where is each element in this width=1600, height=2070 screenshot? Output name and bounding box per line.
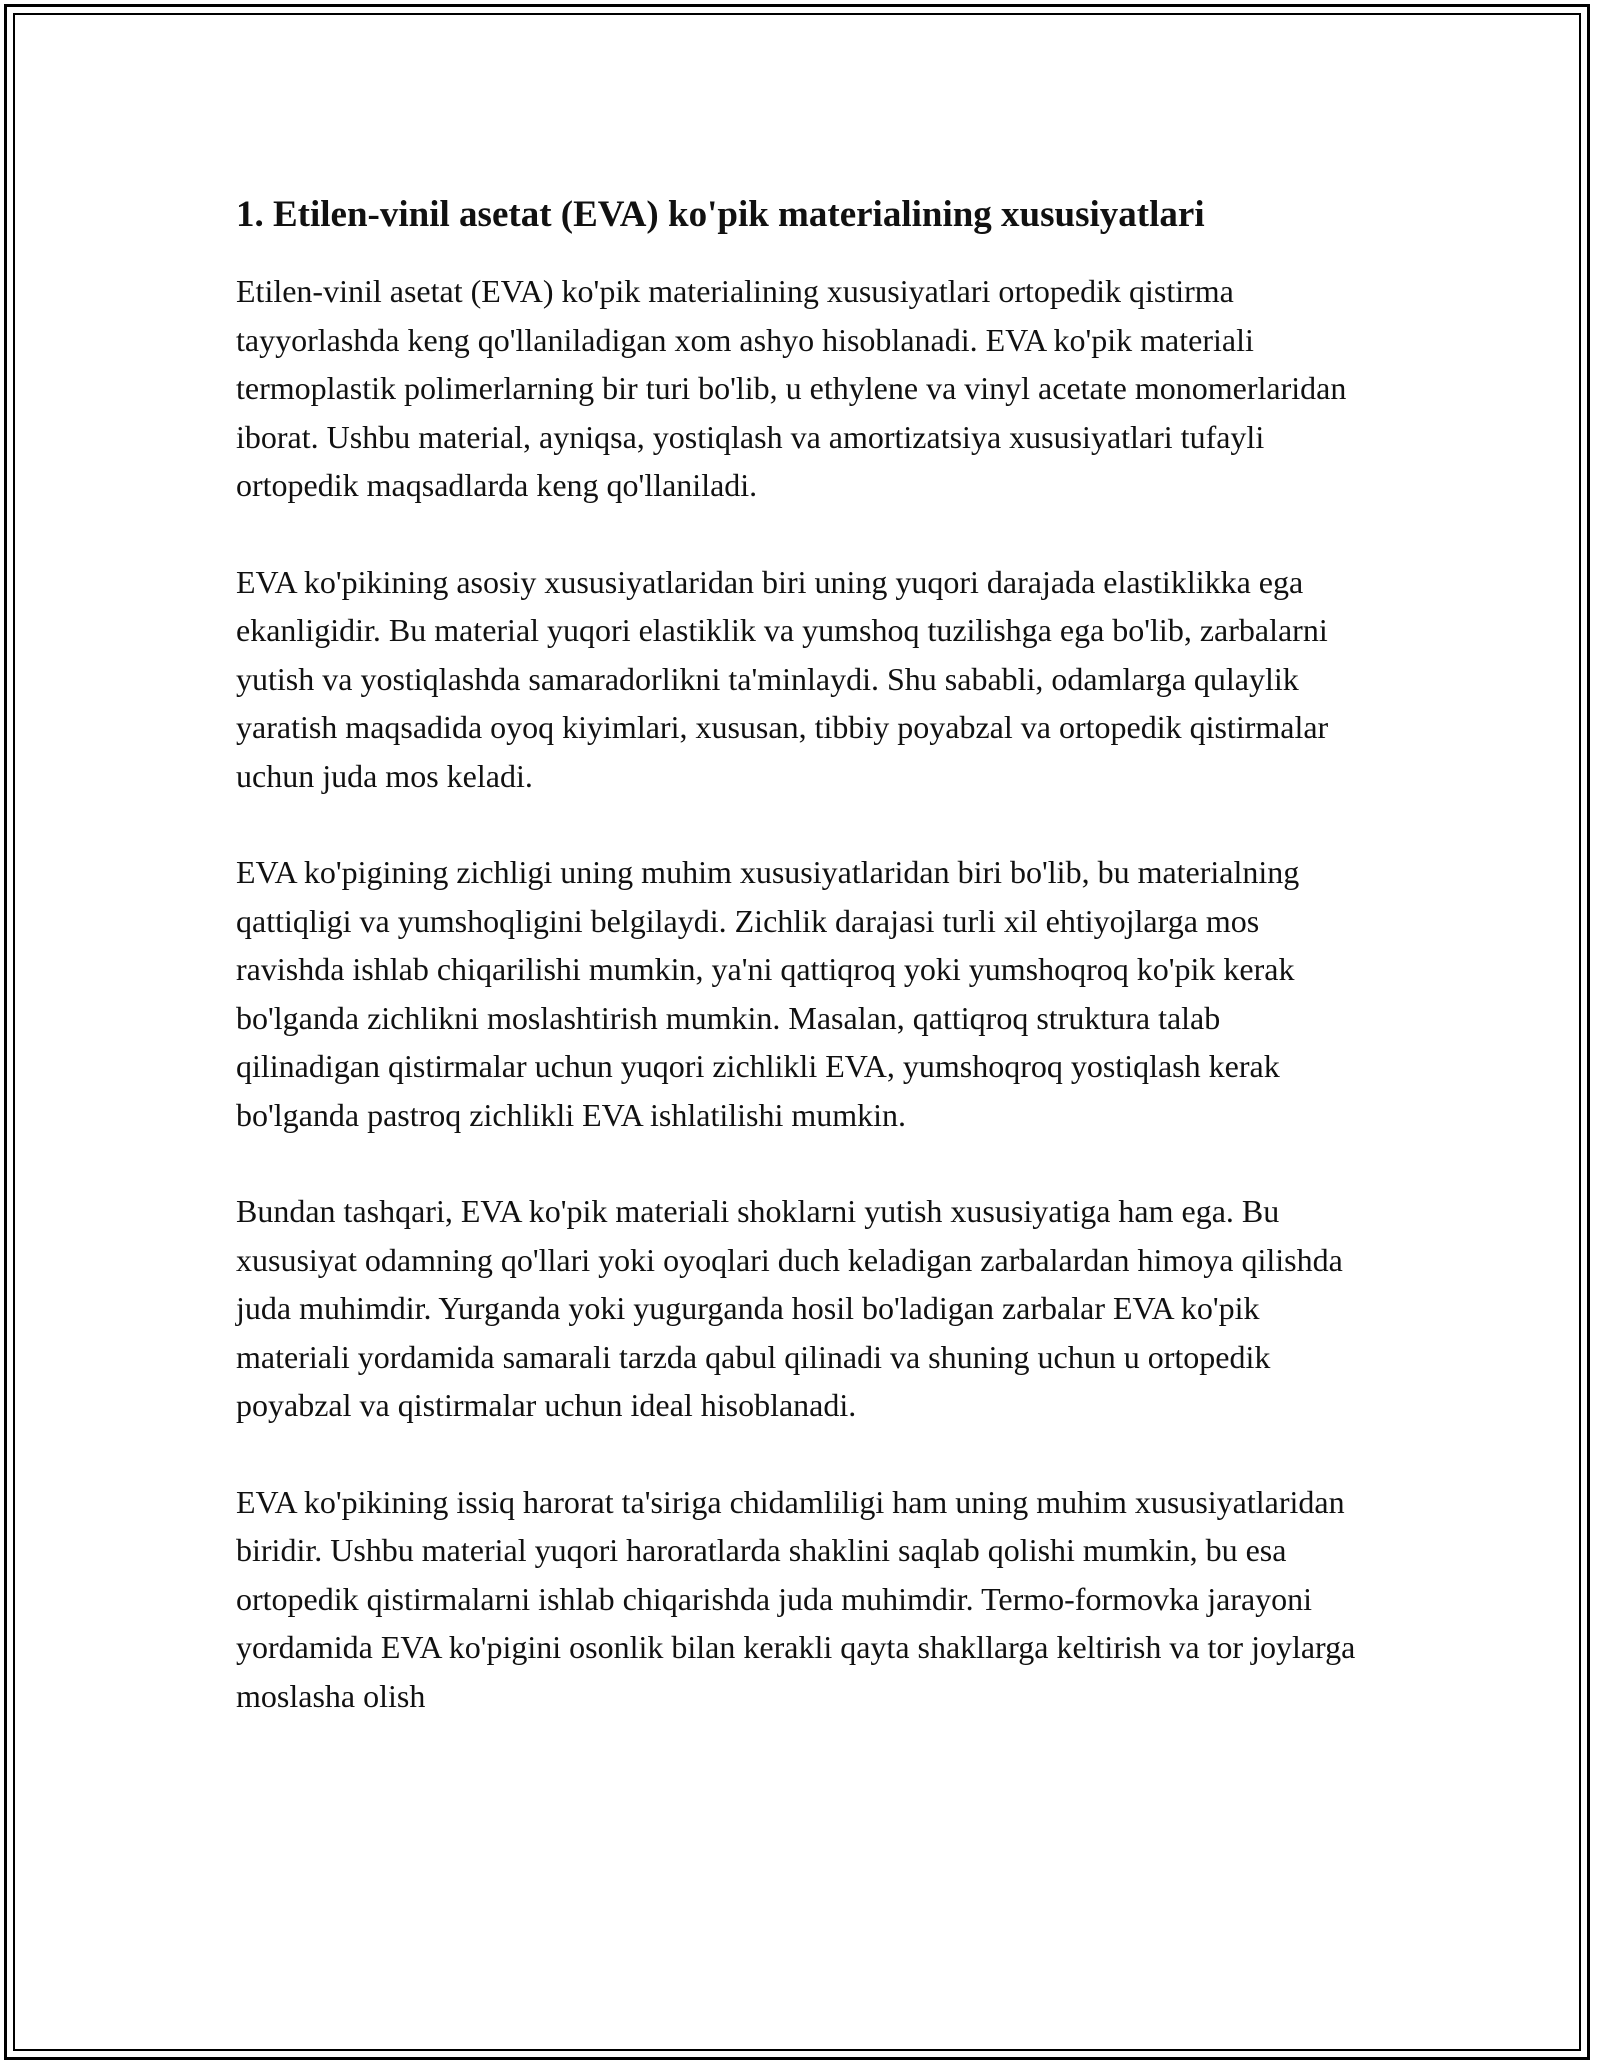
paragraph-1: Etilen-vinil asetat (EVA) ko'pik materialining xususiyatlari ortopedik qistirma tayyorlashda keng qo'llaniladigan xom ashyo hisoblanadi. EVA ko'pik materiali termoplastik polimerlarning bir turi bo'lib, u ethylene va vinyl acetate monomerlaridan iborat. Ushbu material, ayniqsa, yostiqlash va amortizatsiya xususiyatlari tufayli ortopedik maqsadlarda keng qo'llaniladi. (236, 273, 1347, 503)
paragraph-3: EVA ko'pigining zichligi uning muhim xususiyatlaridan biri bo'lib, bu materialning qattiqligi va yumshoqligini belgilaydi. Zichlik darajasi turli xil ehtiyojlarga mos ravishda ishlab chiqarilishi mumkin, ya'ni qattiqroq yoki yumshoqroq ko'pik kerak bo'lganda zichlikni moslashtirish mumkin. Masalan, qattiqroq struktura talab qilinadigan qistirmalar uchun yuqori zichlikli EVA, yumshoqroq yostiqlash kerak bo'lganda pastroq zichlikli EVA ishlatilishi mumkin. (236, 854, 1300, 1133)
paragraph-2: EVA ko'pikining asosiy xususiyatlaridan biri uning yuqori darajada elastiklikka ega ekanligidir. Bu material yuqori elastiklik va yumshoq tuzilishga ega bo'lib, zarbalarni yutish va yostiqlashda samaradorlikni ta'minlaydi. Shu sababli, odamlarga qulaylik yaratish maqsadida oyoq kiyimlari, xususan, tibbiy poyabzal va ortopedik qistirmalar uchun juda mos keladi. (236, 563, 1329, 794)
paragraph-5: EVA ko'pikining issiq harorat ta'siriga chidamliligi ham uning muhim xususiyatlaridan biridir. Ushbu material yuqori haroratlarda shaklini saqlab qolishi mumkin, bu esa ortopedik qistirmalarni ishlab chiqarishda juda muhimdir. Termo-formovka jarayoni yordamida EVA ko'pigini osonlik bilan kerakli qayta shakllarga keltirish va tor joylarga moslasha olish (236, 1483, 1356, 1714)
paragraph-4: Bundan tashqari, EVA ko'pik materiali shoklarni yutish xususiyatiga ham ega. Bu xususiyat odamning qo'llari yoki oyoqlari duch keladigan zarbalardan himoya qilishda juda muhimdir. Yurganda yoki yugurganda hosil bo'ladigan zarbalar EVA ko'pik materiali yordamida samarali tarzda qabul qilinadi va shuning uchun u ortopedik poyabzal va qistirmalar uchun ideal hisoblanadi. (236, 1193, 1343, 1423)
document-body (236, 185, 1356, 1768)
section-heading: 1. Etilen-vinil asetat (EVA) ko'pik materialining xususiyatlari (236, 194, 1205, 235)
